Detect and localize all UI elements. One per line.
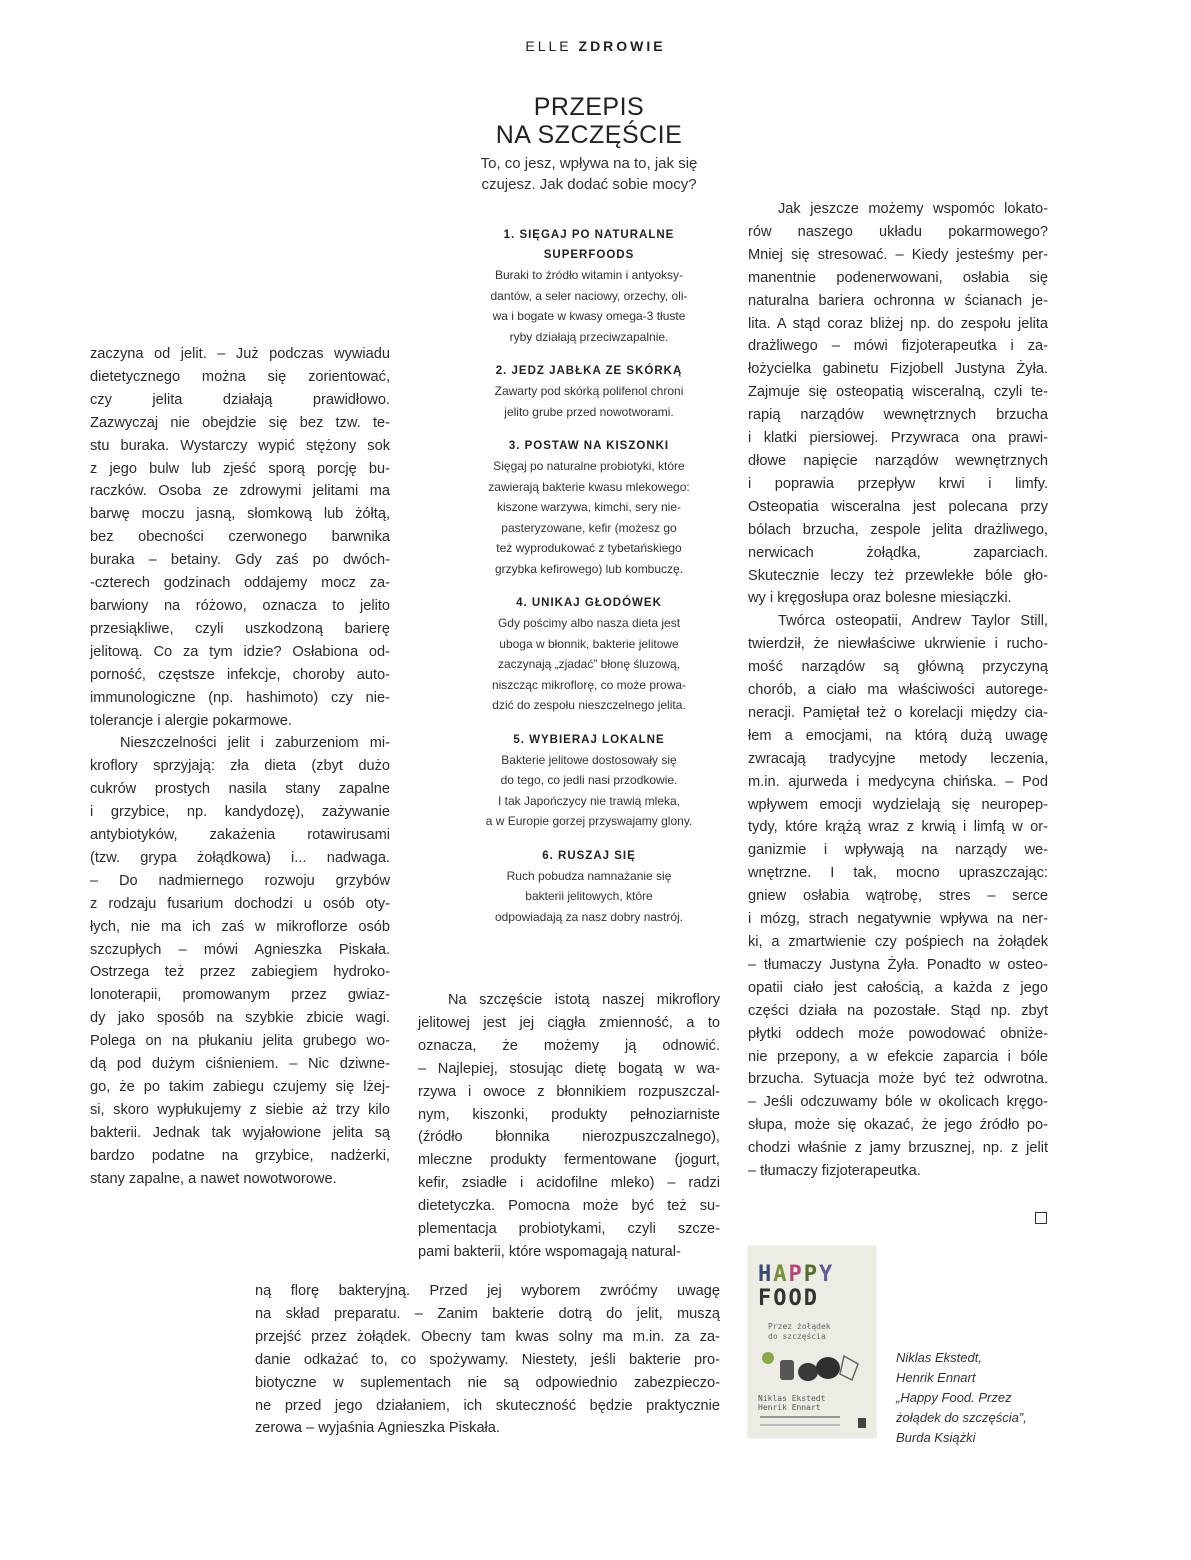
text-line: – Jeśli odczuwamy bóle w okolicach kręgo- <box>748 1094 1048 1111</box>
text-line: Nieszczelności jelit i zaburzeniom mi- <box>120 735 390 752</box>
book-authors: Niklas Ekstedt Henrik Ennart <box>758 1394 826 1412</box>
text-line: antybiotyków, zakażenia rotawirusami <box>90 827 390 844</box>
text-line: czy jelita działają prawidłowo. <box>90 391 390 408</box>
tip-body: Gdy pościmy albo nasza dieta jest uboga w błonnik, bakterie jelitowe zaczynają „zjadać” błonę śluzową, niszcząc mikroflorę, co może prowa- dzić do zespołu nieszczelnego jelita. <box>491 616 687 712</box>
magazine-header <box>0 38 1191 54</box>
text-line: stu buraka. Wystarczy wypić stężony sok <box>90 437 390 454</box>
text-line: (tzw. grypa żołądkowa) i... nadwaga. <box>90 849 390 866</box>
text-line: ganizmie i wpływają na narządy we- <box>748 842 1048 859</box>
text-line: porność, częstsze infekcje, choroby auto- <box>90 666 390 683</box>
text-line: chodzi właśnie z jamy brzusznej, np. z jelit <box>748 1140 1048 1157</box>
book-title-food: FOOD <box>758 1286 819 1311</box>
text-line: -czterech godzinach oddajemy mocz za- <box>90 575 390 592</box>
publisher-logo-icon <box>858 1418 866 1428</box>
text-line: zaczyna od jelit. – Już podczas wywiadu <box>90 346 390 362</box>
text-line: (źródło błonnika nierozpuszczalnego), <box>418 1129 720 1146</box>
tip-2 <box>430 361 748 422</box>
text-line: raczków. Osoba ze zdrowymi jelitami ma <box>90 483 390 500</box>
tip-body: Bakterie jelitowe dostosowały się do tego, co jedli nasi przodkowie. I tak Japończycy nie trawią mleka, a w Europie gorzej przyswajamy glony. <box>485 752 693 828</box>
text-line: wy i kręgosłupa oraz bolesne miesiączki. <box>748 590 1012 607</box>
text-line: dietetycznego można się zorientować, <box>90 368 390 385</box>
right-paragraph-1 <box>748 198 1048 610</box>
text-line: szczupłych – mówi Agnieszka Piskała. <box>90 941 390 958</box>
food-illustration-icon <box>760 1346 860 1388</box>
text-line: Na szczęście istotą naszej mikroflory <box>448 992 720 1008</box>
text-line: oznacza, że możemy ją odnowić. <box>418 1037 720 1054</box>
tip-3 <box>430 436 748 579</box>
text-line: łych, nie ma ich zaś w mikroflorze osób <box>90 918 390 935</box>
middle-paragraph <box>418 989 720 1264</box>
text-line: nerwicach żołądka, zaparciach. <box>748 544 1048 561</box>
text-line: kefir, zsiadłe i acidofilne mleko) – radzi <box>418 1175 720 1192</box>
text-line: buraka – betainy. Gdy zaś po dwóch- <box>90 552 390 569</box>
text-line: mość narządów są główną przyczyną <box>748 659 1048 676</box>
tip-heading: 4. UNIKAJ GŁODÓWEK <box>516 597 662 609</box>
text-line: przesiąkliwe, czyli uszkodzoną barierę <box>90 620 390 637</box>
text-line: – Najlepiej, stosując dietę bogatą w wa- <box>418 1060 720 1077</box>
text-line: lita. A stąd coraz bliżej np. do zespołu jelita <box>748 315 1048 332</box>
text-line: przejść przez żołądek. Obecny tam kwas solny ma m.in. za za- <box>255 1328 720 1345</box>
tip-body: Sięgaj po naturalne probiotyki, które zawierają bakterie kwasu mlekowego: kiszone warzywa, kimchi, sery nie- pasteryzowane, kefir (możesz go też wyprodukować z tybetańskiego grzybka kefirowego) lub kombuczę. <box>488 459 690 576</box>
text-line: i mózg, strach negatywnie wpływa na ner- <box>748 911 1048 928</box>
tip-heading: 6. RUSZAJ SIĘ <box>542 849 636 862</box>
text-line: Twórca osteopatii, Andrew Taylor Still, <box>778 613 1048 630</box>
text-line: chorób, a ciało ma właściwości autorege- <box>748 682 1048 699</box>
text-line: lonoterapii, promowanym przez gwiaz- <box>90 987 390 1004</box>
text-line: Polega on na płukaniu jelita grubego wo- <box>90 1033 390 1050</box>
text-line: i poprawia przepływ krwi i limfy. <box>748 475 1048 492</box>
text-line: ki, a zmartwienie czy pośpiech na żołądek <box>748 934 1048 950</box>
text-line: wpływem emocji wydzielają się neuropep- <box>748 796 1048 813</box>
text-line: i klatki piersiowej. Przywraca ona prawi- <box>748 430 1048 447</box>
text-line: zerowa – wyjaśnia Agnieszka Piskała. <box>255 1420 500 1437</box>
tip-heading: 1. SIĘGAJ PO NATURALNE SUPERFOODS <box>503 229 675 261</box>
text-line: naturalna bariera ochronna w ścianach je- <box>748 292 1048 309</box>
recipe-sidebar <box>430 93 748 927</box>
left-paragraph-1 <box>90 343 390 732</box>
text-line: z jego bulw lub zjeść sporą porcję bu- <box>90 460 390 477</box>
text-line: drażliwego – mówi fizjoterapeutka i za- <box>748 338 1048 355</box>
bottom-column <box>255 1280 720 1440</box>
text-line: Mniej się stresować. – Kiedy jesteśmy per- <box>748 246 1048 263</box>
text-line: rzywa i owoce z błonnikiem rozpuszczal- <box>418 1083 720 1100</box>
text-line: stany zapalne, a nawet nowotworowe. <box>90 1170 337 1187</box>
left-paragraph-2 <box>90 732 390 1190</box>
text-line: Ostrzega też przez zabiegiem hydroko- <box>90 964 390 981</box>
text-line: – tłumaczy Justyna Żyła. Ponadto w osteo- <box>748 956 1048 973</box>
magazine-name: ELLE <box>525 38 572 54</box>
text-line: łożycielka gabinetu Fizjobell Justyna Żyła. <box>748 361 1048 378</box>
text-line: rów naszego układu pokarmowego? <box>748 223 1048 240</box>
text-line: jelitowej jest jej ciągła zmienność, a to <box>418 1014 720 1031</box>
sidebar-title: PRZEPIS NA SZCZĘŚCIE <box>495 93 683 149</box>
tip-body: Buraki to źródło witamin i antyoksy- dantów, a seler naciowy, orzechy, oli- wa i bogate w kwasy omega-3 tłuste ryby działają przeciwzapalnie. <box>490 268 688 344</box>
text-line: płytki oddech może powodować obniże- <box>748 1025 1048 1042</box>
text-line: si, skoro wypłukujemy z siebie aż trzy kilo <box>90 1101 390 1118</box>
text-line: barwiony na różowo, oznacza to jelito <box>90 597 390 614</box>
text-line: plementacja probiotykami, czyli szcze- <box>418 1221 720 1238</box>
tips-list <box>430 225 748 927</box>
text-line: tydy, które krążą wraz z krwią i limfą w or- <box>748 819 1048 836</box>
book-title-happy: HAPPY <box>758 1262 835 1287</box>
section-name: ZDROWIE <box>578 38 666 54</box>
sidebar-subtitle: To, co jesz, wpływa na to, jak się czujesz. Jak dodać sobie mocy? <box>480 155 698 193</box>
text-line: – tłumaczy fizjoterapeutka. <box>748 1163 921 1180</box>
tip-1 <box>430 225 748 347</box>
bottom-paragraph <box>255 1280 720 1440</box>
text-line: jelitową. Co za tym idzie? Osłabiona od- <box>90 643 390 660</box>
text-line: mleczne produkty fermentowane (jogurt, <box>418 1152 720 1169</box>
text-line: z rodzaju fusarium dochodzi u osób oty- <box>90 895 390 912</box>
text-line: bez obecności czerwonego barwnika <box>90 529 390 546</box>
text-line: manentnie podenerwowani, osłabia się <box>748 269 1048 286</box>
text-line: gniew osłabia wątrobę, stres – serce <box>748 888 1048 905</box>
text-line: nym, kiszonki, produkty pełnoziarniste <box>418 1106 720 1123</box>
text-line: bólach brzucha, zespole jelita drażliwego, <box>748 521 1048 538</box>
right-paragraph-2 <box>748 610 1048 1183</box>
book-cover-image <box>748 1246 876 1438</box>
text-line: nie przepony, a w efekcie zaparcia i bóle <box>748 1048 1048 1065</box>
text-line: dłowe napięcie narządów wewnętrznych <box>748 452 1048 469</box>
text-line: Osteopatia wisceralna jest polecana przy <box>748 498 1048 515</box>
text-line: Jak jeszcze możemy wspomóc lokato- <box>778 201 1048 217</box>
text-line: barwę moczu jasną, słomkową lub żółtą, <box>90 506 390 523</box>
text-line: dietetyczka. Pomocna może być też su- <box>418 1198 720 1215</box>
text-line: bardzo podatne na grzybice, nadżerki, <box>90 1147 390 1164</box>
book-subtitle: Przez żołądek do szczęścia <box>768 1322 831 1341</box>
text-line: opatii ciało jest całością, a każda z jego <box>748 979 1048 996</box>
text-line: m.in. ajurweda i medycyna chińska. – Pod <box>748 773 1048 790</box>
text-line: neracji. Pamiętał też o korelacji między cia- <box>748 704 1048 721</box>
text-line: bakterii. Jednak tak wyjałowione jelita są <box>90 1124 390 1141</box>
text-line: – Do nadmiernego rozwoju grzybów <box>90 872 390 889</box>
text-line: na skład preparatu. – Zanim bakterie dotrą do jelit, muszą <box>255 1305 720 1322</box>
book-blurb <box>760 1416 840 1426</box>
tip-heading: 3. POSTAW NA KISZONKI <box>508 440 670 452</box>
middle-column <box>418 989 720 1264</box>
tip-6 <box>430 846 748 928</box>
text-line: go, że po takim zabiegu czujemy się lżej- <box>90 1079 390 1095</box>
article-end-mark <box>1035 1212 1047 1224</box>
text-line: rapią narządów wewnętrznych brzucha <box>748 407 1048 424</box>
text-line: dą pod dużym ciśnieniem. – Nic dziwne- <box>90 1056 390 1073</box>
text-line: tolerancje i alergie pokarmowe. <box>90 712 292 729</box>
tip-4 <box>430 593 748 716</box>
text-line: i grzybice, np. kandydozę), zażywanie <box>90 804 390 821</box>
text-line: Zazwyczaj nie obejdzie się bez tzw. te- <box>90 414 390 431</box>
text-line: danie odkażać to, co spożywamy. Niestety, jeśli bakterie pro- <box>255 1351 720 1368</box>
text-line: pami bakterii, które wspomagają natural- <box>418 1243 681 1260</box>
text-line: ną florę bakteryjną. Przed jej wyborem zwróćmy uwagę <box>255 1283 720 1299</box>
text-line: Zajmuje się osteopatią wisceralną, czyli te- <box>748 384 1048 401</box>
text-line: ne przed jego działaniem, ich skuteczność będzie praktycznie <box>255 1397 720 1414</box>
text-line: immunologiczne (np. hashimoto) czy nie- <box>90 689 390 706</box>
tip-body: Ruch pobudza namnażanie się bakterii jelitowych, które odpowiadają za nasz dobry nastrój. <box>494 868 684 924</box>
left-column <box>90 343 390 1191</box>
book-caption: Niklas Ekstedt, Henrik Ennart „Happy Food. Przez żołądek do szczęścia”, Burda Książki <box>896 1350 1027 1445</box>
right-column <box>748 198 1048 1183</box>
text-line: zwracają tradycyjne metody leczenia, <box>748 750 1048 767</box>
text-line: kroflory sprzyjają: zła dieta (zbyt dużo <box>90 758 390 775</box>
text-line: słupa, może się okazać, że jego źródło po- <box>748 1117 1048 1134</box>
text-line: Skutecznie leczy też przewlekłe bóle gło- <box>748 567 1048 584</box>
text-line: brzucha. Sytuacja może być też odwrotna. <box>748 1071 1048 1088</box>
tip-heading: 2. JEDZ JABŁKA ZE SKÓRKĄ <box>495 365 683 377</box>
text-line: twierdził, że niewłaściwe ukrwienie i rucho- <box>748 636 1048 653</box>
text-line: łem a emocjami, na którą dużą uwagę <box>748 727 1048 744</box>
tip-body: Zawarty pod skórką polifenol chroni jelito grube przed nowotworami. <box>494 384 684 419</box>
text-line: cukrów prostych nasila stany zapalne <box>90 781 390 798</box>
text-line: części działa na pozostałe. Stąd np. zbyt <box>748 1002 1048 1019</box>
text-line: wnętrzne. I tak, mocno upraszczając: <box>748 865 1048 882</box>
tip-5 <box>430 730 748 832</box>
text-line: dy jako sposób na szybkie zbicie wagi. <box>90 1010 390 1027</box>
text-line: biotyczne w suplementach nie są odpowiednio zabezpieczo- <box>255 1374 720 1391</box>
tip-heading: 5. WYBIERAJ LOKALNE <box>513 733 665 746</box>
